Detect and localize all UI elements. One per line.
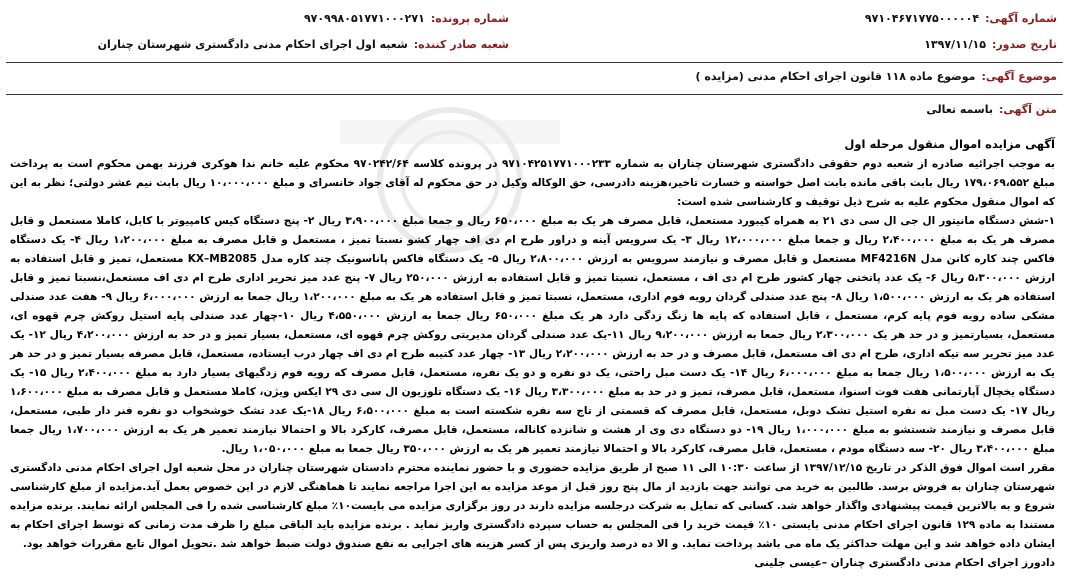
ad-title: آگهی مزایده اموال منقول مرحله اول xyxy=(844,137,1055,151)
ad-number-label: شماره آگهی: xyxy=(985,12,1057,25)
subject-row xyxy=(696,70,1058,83)
text-intro: باسمه تعالی xyxy=(926,103,993,116)
paragraph-items: ۱-شش دستگاه مانیتور ال جی ال سی دی ۲۱ به همراه کیبورد مستعمل، قابل مصرف هر یک به مبلغ ۶۵۰،۰۰۰ ریال و جمعا مبلغ ۳،۹۰۰،۰۰۰ ریال ۲- پنج دستگاه کیس کامپیوتر با کابل، کاملا مستعمل و قابل مصرف هر یک به مبلغ ۲،۴۰۰،۰۰۰ ریال و جمعا مبلغ ۱۲،۰۰۰،۰۰۰ ریال ۳- یک سرویس آینه و دراور طرح ام دی اف چهار کشو نسبتا تمیز ، مستعمل و قابل مصرف به مبلغ ۱،۲۰۰،۰۰۰ ریال ۴- یک دستگاه فاکس چند کاره کانن مدل MF4216N مستعمل و قابل مصرف و نیازمند سرویس به ارزش ۲،۸۰۰،۰۰۰ ریال ۵- یک دستگاه فاکس پاناسونیک چند کاره مدل KX–MB2085 مستعمل، تمیز و قابل استفاده به ارزش ۵،۳۰۰،۰۰۰ ریال ۶- یک عدد پاتختی چهار کشور طرح ام دی اف ، مستعمل، نسبتا تمیز و قابل استفاده به ارزش ۲۵۰،۰۰۰ ریال ۷- پنج عدد میز تحریر اداری طرح ام دی اف مستعمل،نسبتا تمیز و قابل استفاده هر یک به ارزش ۱،۵۰۰،۰۰۰ ریال ۸- پنج عدد صندلی گردان رویه فوم اداری، مستعمل، نسبتا تمیز و قابل استفاده هر یک به مبلغ ۱،۲۰۰،۰۰۰ ریال جمعا به ارزش ۶،۰۰۰،۰۰۰ ریال ۹- هفت عدد صندلی مشکی ساده رویه فوم پایه کرم، مستعمل ، قابل استفاده که پایه ها زنگ زدگی دارد هر یک مبلغ ۶۵۰،۰۰۰ ریال جمعا به ارزش ۴،۵۵۰،۰۰۰ ریال ۱۰-چهار عدد صندلی پایه استیل روکش چرم قهوه ای، مستعمل، بسیارتمیز و در حد هر یک ۲،۳۰۰،۰۰۰ ریال جمعا به ارزش ۹،۲۰۰،۰۰۰ ریال ۱۱-یک عدد صندلی گردان مدیریتی روکش چرم قهوه ای، مستعمل، بسیار تمیز و در حد به ارزش ۴،۲۰۰،۰۰۰ ریال ۱۲- یک عدد میز تحریر سه تیکه اداری، طرح ام دی اف مستعمل، قابل مصرف و در حد به ارزش ۲،۲۰۰،۰۰۰ ریال ۱۳- چهار عدد کتیبه طرح ام دی اف چهار درب ایستاده، مستعمل، قابل مصرفه بسیار تمیز و در حد هر یک به ارزش ۱،۵۰۰،۰۰۰ ریال جمعا به مبلغ ۶،۰۰۰،۰۰۰ ریال ۱۴- یک دست مبل راحتی، یک دو نفره و دو یک نفره، مستعمل، قابل مصرف که رویه فوم زدگیهای بسیار دارد به مبلغ ۲،۴۰۰،۰۰۰ ریال ۱۵- یک دستگاه یخچال آپارتمانی هفت فوت اسنوا، مستعمل، قابل مصرف، تمیز و در حد به مبلغ ۳،۳۰۰،۰۰۰ ریال ۱۶- یک دستگاه تلوزیون ال سی دی ۲۹ ایکس ویژن، کاملا مستعمل و قابل مصرف به مبلغ ۱،۶۰۰،۰۰۰ ریال ۱۷- یک دست مبل نه نفره استیل تشک دوبل، مستعمل، قابل مصرف که قسمتی از تاج سه نفره شکسته است به مبلغ ۶،۵۰۰،۰۰۰ ریال ۱۸-یک عدد تشک خوشخواب دو نفره فنر دار طبی، مستعمل، قابل مصرف و نیازمند شستشو به مبلغ ۱،۰۰۰،۰۰۰ ریال ۱۹- دو دستگاه دی وی ار هشت و شانزده کاناله، مستعمل، قابل مصرف، کارکرد بالا و احتمالا نیازمند تعمیر هر یک به ارزش ۱،۷۰۰،۰۰۰ ریال جمعا مبلغ ۳،۴۰۰،۰۰۰ ریال ۲۰- سه دستگاه مودم ، مستعمل، قابل مصرف، کارکرد بالا و احتمالا نیازمند تعمیر هر یک به ارزش ۳۵۰،۰۰۰ ریال جمعا به مبلغ ۱،۰۵۰،۰۰۰ ریال. xyxy=(10,215,1056,455)
ad-body xyxy=(10,135,1055,573)
subject-label: موضوع آگهی: xyxy=(981,70,1057,83)
issue-date-label: تاریخ صدور: xyxy=(991,38,1057,51)
divider xyxy=(6,62,1063,63)
signature: دادورز اجرای احکام مدنی دادگستری چناران –عیسی جلینی xyxy=(754,557,1055,569)
file-number-label: شماره پرونده: xyxy=(430,12,509,25)
file-number-row xyxy=(304,12,509,25)
text-row xyxy=(926,103,1057,116)
paragraph-terms: مقرر است اموال فوق الذکر در تاریخ ۱۳۹۷/۱۲/۱۵ از ساعت ۱۰:۳۰ الی ۱۱ صبح از طریق مزایده حضوری و با حضور نماینده محترم دادستان شهرستان چناران در محل شعبه اول اجرای احکام مدنی دادگستری شهرستان چناران به فروش برسد. طالبین به خرید می توانند جهت بازدید از مال پنج روز قبل از موعد مزایده به این اجرا مراجعه نمایند تا هماهنگی لازم در این خصوص بعمل آید.مزایده از مبلغ کارشناسی شروع و به بالاترین قیمت پیشنهادی واگذار خواهد شد. کسانی که تمایل به شرکت درجلسه مزایده دارند در روز برگزاری مزایده می بایست۱۰٪ مبلغ کارشناسی شده را فی المجلس ارائه نمایند. برنده مزایده مستندا به ماده ۱۲۹ قانون اجرای احکام مدنی بایستی ۱۰٪ قیمت خرید را فی المجلس به حساب سپرده دادگستری واریز نماید . برنده مزایده باید الباقی مبلغ را ظرف مدت زمانی که توسط اجرای احکام به ایشان داده خواهد شد و این مهلت حداکثر یک ماه می باشد پرداخت نماید. و الا ده درصد واریزی پس از کسر هزینه های اجرایی به نفع صندوق دولت ضبط خواهد شد .تحویل اموال تابع مقررات خواهد بود. xyxy=(10,462,1056,550)
issue-date: ۱۳۹۷/۱۱/۱۵ xyxy=(924,38,986,51)
issue-date-row xyxy=(924,38,1057,51)
file-number: ۹۷۰۹۹۸۰۵۱۷۷۱۰۰۰۲۷۱ xyxy=(303,12,425,25)
ad-number-row xyxy=(865,12,1057,25)
issuer-row xyxy=(98,38,509,51)
issuer-label: شعبه صادر کننده: xyxy=(413,38,509,51)
issuer: شعبه اول اجرای احکام مدنی دادگستری شهرستان چناران xyxy=(97,38,408,51)
ad-number: ۹۷۱۰۴۶۷۱۷۷۵۰۰۰۰۰۴ xyxy=(864,12,980,25)
subject: موضوع ماده ۱۱۸ قانون اجرای احکام مدنی (مزایده ) xyxy=(695,70,976,83)
text-label: متن آگهی: xyxy=(999,103,1057,116)
paragraph-intro: به موجب اجرائیه صادره از شعبه دوم حقوقی دادگستری شهرستان چناران به شماره ۹۷۱۰۴۲۵۱۷۷۱۰۰۰۲۳۳ در پرونده کلاسه ۹۷۰۲۴۲/۶۴ محکوم علیه خانم ندا هوکری فرزند بهمن محکوم است به پرداخت مبلغ ۱۷۹،۰۶۹،۵۵۲ ریال بابت باقی مانده بابت اصل خواسته و خسارت تاخیر،هزینه دادرسی، حق الوکاله وکیل در حق محکوم له آقای جواد خانسرای و مبلغ ۱۰،۰۰۰،۰۰۰ ریال بابت نیم عشر دولتی؛ نظر به این که اموال منقول محکوم علیه به شرح ذیل توقیف و کارشناسی شده است: xyxy=(10,158,1055,208)
divider xyxy=(6,94,1063,95)
